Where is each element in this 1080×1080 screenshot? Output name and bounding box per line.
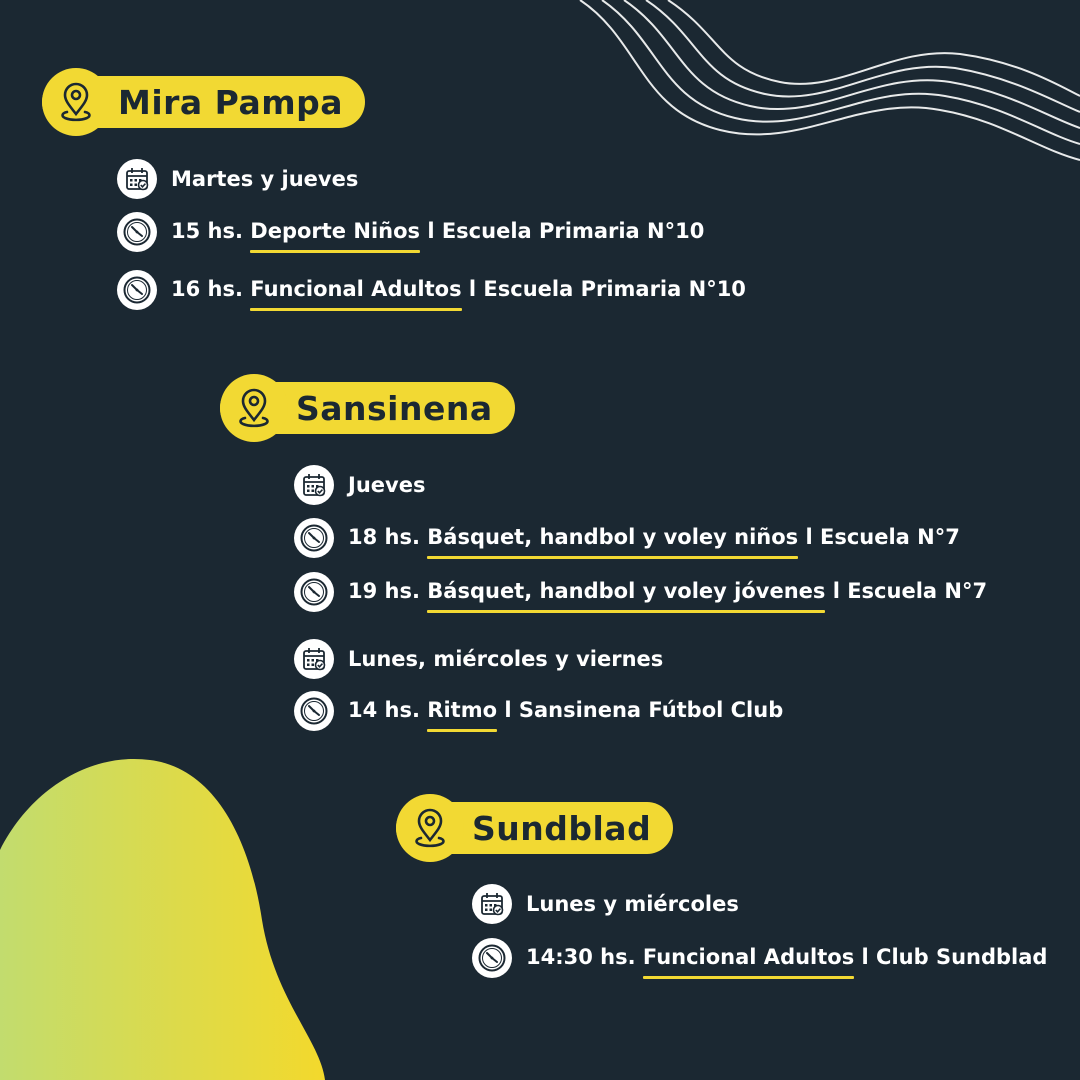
activity-name: Funcional Adultos <box>250 277 462 301</box>
location-title: Mira Pampa <box>118 82 344 122</box>
venue-label: l Escuela Primaria N°10 <box>427 219 705 243</box>
location-title: Sundblad <box>472 808 652 848</box>
day-label: Lunes, miércoles y viernes <box>348 647 664 671</box>
day-label: Lunes y miércoles <box>526 892 739 916</box>
activity-name: Básquet, handbol y voley jóvenes <box>427 579 826 603</box>
activity-name: Ritmo <box>427 698 497 722</box>
location-title: Sansinena <box>296 388 493 428</box>
venue-label: l Sansinena Fútbol Club <box>504 698 784 722</box>
time-label: 19 hs. <box>348 579 420 603</box>
venue-label: l Escuela N°7 <box>805 525 960 549</box>
venue-label: l Club Sundblad <box>861 945 1048 969</box>
time-label: 14 hs. <box>348 698 420 722</box>
time-label: 18 hs. <box>348 525 420 549</box>
venue-label: l Escuela Primaria N°10 <box>468 277 746 301</box>
activity-name: Deporte Niños <box>250 219 421 243</box>
time-label: 15 hs. <box>171 219 243 243</box>
activity-name: Funcional Adultos <box>642 945 855 969</box>
day-label: Jueves <box>348 473 426 497</box>
time-label: 14:30 hs. <box>526 945 636 969</box>
day-label: Martes y jueves <box>171 167 359 191</box>
activity-name: Básquet, handbol y voley niños <box>427 525 799 549</box>
venue-label: l Escuela N°7 <box>832 579 988 603</box>
time-label: 16 hs. <box>171 277 243 301</box>
